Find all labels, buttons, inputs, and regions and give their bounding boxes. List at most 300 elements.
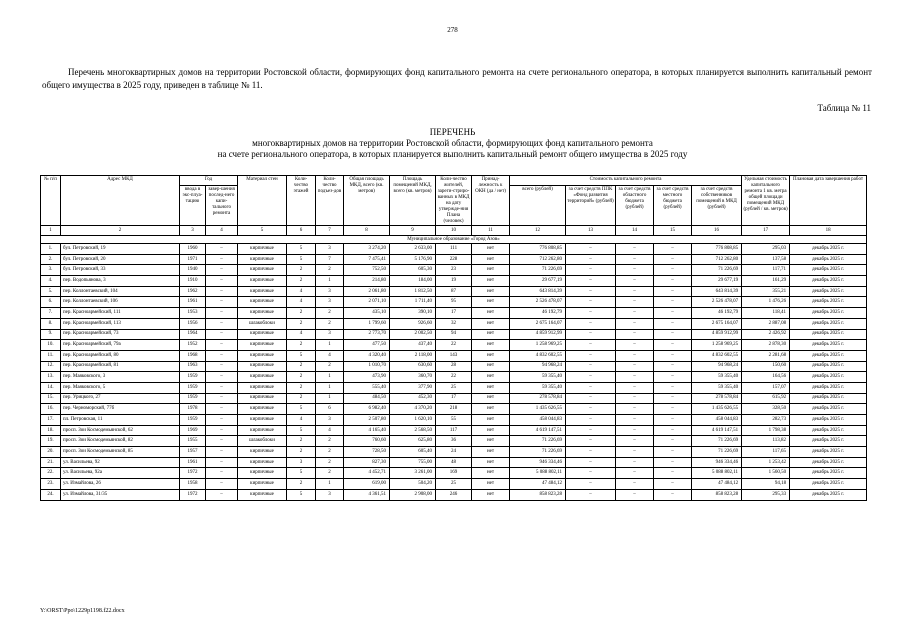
- cell-premises-area: 2 002,50: [390, 329, 436, 340]
- table-row: [41, 361, 867, 372]
- cell-entrances: 3: [316, 489, 344, 500]
- cell-year-commission: 1971: [180, 254, 206, 265]
- cell-cost-total: 946 334,46: [510, 457, 566, 468]
- cell-row-number: 2.: [41, 254, 61, 265]
- table-body: [41, 244, 867, 501]
- cell-cost-local: –: [654, 468, 692, 479]
- cell-cost-total: 5 088 802,11: [510, 468, 566, 479]
- cell-cost-owners: 71 226,69: [692, 265, 742, 276]
- document-title: [0, 127, 905, 160]
- cell-year-overhaul: –: [206, 436, 238, 447]
- cell-residents: 36: [436, 436, 472, 447]
- cell-okn: нет: [472, 457, 510, 468]
- cell-cost-fund: –: [566, 479, 616, 490]
- table-label: Таблица № 11: [817, 103, 871, 113]
- cell-cost-local: –: [654, 350, 692, 361]
- cell-premises-area: 625,80: [390, 436, 436, 447]
- column-number: 11: [472, 226, 510, 236]
- cell-entrances: 6: [316, 404, 344, 415]
- cell-cost-local: –: [654, 286, 692, 297]
- cell-residents: 117: [436, 425, 472, 436]
- cell-cost-fund: –: [566, 393, 616, 404]
- cell-cost-total: 71 226,69: [510, 447, 566, 458]
- cell-floors: 4: [287, 297, 316, 308]
- cell-planned-date: декабрь 2025 г.: [790, 286, 867, 297]
- cell-year-overhaul: –: [206, 297, 238, 308]
- cell-premises-area: 2 633,00: [390, 244, 436, 255]
- cell-floors: 2: [287, 372, 316, 383]
- cell-row-number: 4.: [41, 276, 61, 287]
- cell-okn: нет: [472, 489, 510, 500]
- municipality-heading: Муниципальное образование «Город Азов»: [41, 236, 867, 244]
- table-row: [41, 244, 867, 255]
- cell-year-commission: 1961: [180, 297, 206, 308]
- cell-year-commission: 1955: [180, 436, 206, 447]
- cell-cost-owners: 5 088 802,11: [692, 468, 742, 479]
- cell-premises-area: 2 908,00: [390, 489, 436, 500]
- cell-cost-regional: –: [616, 361, 654, 372]
- cell-planned-date: декабрь 2025 г.: [790, 479, 867, 490]
- municipality-section: [41, 236, 867, 244]
- cell-year-commission: 1959: [180, 393, 206, 404]
- page-number: 278: [447, 26, 458, 34]
- cell-residents: 25: [436, 479, 472, 490]
- cell-entrances: 1: [316, 393, 344, 404]
- col-cost-regional: за счет средств областного бюджета (рублей): [616, 186, 654, 226]
- cell-address: ул. Васильева, 92: [61, 457, 180, 468]
- cell-total-area: 4 361,51: [344, 489, 390, 500]
- cell-year-overhaul: –: [206, 286, 238, 297]
- cell-entrances: 3: [316, 415, 344, 426]
- cell-wall-material: кирпичные: [238, 372, 287, 383]
- cell-year-commission: 1972: [180, 468, 206, 479]
- cell-specific-cost: 2 426,92: [742, 329, 790, 340]
- cell-residents: 22: [436, 372, 472, 383]
- cell-cost-total: 4 619 147,51: [510, 425, 566, 436]
- cell-floors: 5: [287, 468, 316, 479]
- cell-cost-fund: –: [566, 425, 616, 436]
- cell-premises-area: 605,40: [390, 447, 436, 458]
- cell-address: пер. Красноармейский, 111: [61, 308, 180, 319]
- cell-floors: 5: [287, 350, 316, 361]
- col-year-commission: ввода в экс-плуа-тацию: [180, 186, 206, 226]
- cell-cost-regional: –: [616, 318, 654, 329]
- cell-year-overhaul: –: [206, 415, 238, 426]
- col-year-overhaul: завер-шения послед-него капи-тального ремонта: [206, 186, 238, 226]
- cell-year-commission: 1910: [180, 276, 206, 287]
- cell-cost-local: –: [654, 244, 692, 255]
- cell-entrances: 3: [316, 286, 344, 297]
- cell-cost-total: 59 355,40: [510, 382, 566, 393]
- cell-entrances: 2: [316, 457, 344, 468]
- cell-year-commission: 1968: [180, 350, 206, 361]
- cell-cost-owners: 2 675 164,07: [692, 318, 742, 329]
- col-residents: Коли-чество жителей, зареги-стриро-ванных в МКД на дату утвержде-ния Плана (человек): [436, 176, 472, 226]
- cell-cost-owners: 278 578,84: [692, 393, 742, 404]
- cell-wall-material: кирпичные: [238, 489, 287, 500]
- cell-row-number: 21.: [41, 457, 61, 468]
- cell-total-area: 477,50: [344, 340, 390, 351]
- cell-row-number: 23.: [41, 479, 61, 490]
- cell-wall-material: кирпичные: [238, 361, 287, 372]
- cell-okn: нет: [472, 393, 510, 404]
- cell-floors: 2: [287, 447, 316, 458]
- cell-floors: 2: [287, 308, 316, 319]
- cell-year-commission: 1962: [180, 286, 206, 297]
- cell-planned-date: декабрь 2025 г.: [790, 489, 867, 500]
- table-row: [41, 318, 867, 329]
- cell-premises-area: 184,00: [390, 276, 436, 287]
- cell-year-commission: 1960: [180, 244, 206, 255]
- cell-planned-date: декабрь 2025 г.: [790, 436, 867, 447]
- cell-cost-total: 47 484,12: [510, 479, 566, 490]
- cell-okn: нет: [472, 468, 510, 479]
- cell-row-number: 20.: [41, 447, 61, 458]
- cell-floors: 4: [287, 415, 316, 426]
- cell-specific-cost: 355,21: [742, 286, 790, 297]
- cell-residents: 87: [436, 286, 472, 297]
- cell-year-commission: 1959: [180, 415, 206, 426]
- cell-planned-date: декабрь 2025 г.: [790, 340, 867, 351]
- cell-row-number: 13.: [41, 372, 61, 383]
- cell-year-overhaul: –: [206, 329, 238, 340]
- cell-year-commission: 1952: [180, 340, 206, 351]
- cell-row-number: 22.: [41, 468, 61, 479]
- table-row: [41, 350, 867, 361]
- cell-cost-owners: 946 334,46: [692, 457, 742, 468]
- cell-okn: нет: [472, 361, 510, 372]
- cell-entrances: 3: [316, 297, 344, 308]
- cell-specific-cost: 117,71: [742, 265, 790, 276]
- cell-specific-cost: 615,92: [742, 393, 790, 404]
- cell-cost-local: –: [654, 340, 692, 351]
- cell-total-area: 484,50: [344, 393, 390, 404]
- cell-address: пер. Маяковского, 3: [61, 372, 180, 383]
- cell-residents: 28: [436, 361, 472, 372]
- cell-residents: 19: [436, 276, 472, 287]
- cell-cost-fund: –: [566, 436, 616, 447]
- cell-cost-total: 1 435 626,55: [510, 404, 566, 415]
- table-row: [41, 393, 867, 404]
- cell-entrances: 2: [316, 468, 344, 479]
- cell-planned-date: декабрь 2025 г.: [790, 372, 867, 383]
- col-cost-group: Стоимость капитального ремонта: [510, 176, 742, 186]
- cell-wall-material: кирпичные: [238, 425, 287, 436]
- col-year: Год: [180, 176, 238, 186]
- cell-okn: нет: [472, 265, 510, 276]
- cell-wall-material: кирпичные: [238, 393, 287, 404]
- cell-cost-regional: –: [616, 340, 654, 351]
- cell-cost-owners: 1 258 969,25: [692, 340, 742, 351]
- cell-row-number: 16.: [41, 404, 61, 415]
- cell-floors: 2: [287, 479, 316, 490]
- cell-year-commission: 1978: [180, 404, 206, 415]
- cell-row-number: 14.: [41, 382, 61, 393]
- cell-cost-regional: –: [616, 489, 654, 500]
- col-cost-total: всего (рублей): [510, 186, 566, 226]
- cell-cost-owners: 4 832 602,55: [692, 350, 742, 361]
- cell-planned-date: декабрь 2025 г.: [790, 297, 867, 308]
- cell-cost-owners: 2 526 478,07: [692, 297, 742, 308]
- cell-cost-local: –: [654, 276, 692, 287]
- table-row: [41, 372, 867, 383]
- cell-entrances: 2: [316, 361, 344, 372]
- cell-cost-total: 4 859 912,99: [510, 329, 566, 340]
- col-cost-owners: за счет средств собственников помещений в МКД (рублей): [692, 186, 742, 226]
- column-number: 16: [692, 226, 742, 236]
- cell-entrances: 4: [316, 425, 344, 436]
- cell-cost-local: –: [654, 489, 692, 500]
- cell-specific-cost: 295,33: [742, 489, 790, 500]
- col-entrances: Коли-чество подъез-дов: [316, 176, 344, 226]
- cell-year-overhaul: –: [206, 489, 238, 500]
- cell-row-number: 19.: [41, 436, 61, 447]
- cell-address: пл. Петровская, 11: [61, 415, 180, 426]
- cell-okn: нет: [472, 372, 510, 383]
- cell-specific-cost: 118,41: [742, 308, 790, 319]
- cell-premises-area: 4 370,20: [390, 404, 436, 415]
- cell-planned-date: декабрь 2025 г.: [790, 404, 867, 415]
- cell-cost-regional: –: [616, 286, 654, 297]
- cell-wall-material: шлакоблоки: [238, 318, 287, 329]
- col-premises-area: Площадь помещений МКД, всего (кв. метров): [390, 176, 436, 226]
- cell-year-overhaul: –: [206, 468, 238, 479]
- cell-okn: нет: [472, 350, 510, 361]
- cell-wall-material: кирпичные: [238, 329, 287, 340]
- cell-cost-total: 458 044,83: [510, 415, 566, 426]
- cell-wall-material: кирпичные: [238, 276, 287, 287]
- cell-entrances: 3: [316, 329, 344, 340]
- cell-address: пер. Водопьянова, 3: [61, 276, 180, 287]
- cell-cost-fund: –: [566, 350, 616, 361]
- cell-cost-owners: 46 192,79: [692, 308, 742, 319]
- cell-cost-local: –: [654, 329, 692, 340]
- column-number: 10: [436, 226, 472, 236]
- cell-year-overhaul: –: [206, 361, 238, 372]
- cell-okn: нет: [472, 276, 510, 287]
- cell-cost-owners: 29 677,19: [692, 276, 742, 287]
- cell-specific-cost: 1 476,26: [742, 297, 790, 308]
- cell-row-number: 5.: [41, 286, 61, 297]
- table-header: [41, 176, 867, 226]
- cell-cost-total: 1 258 969,25: [510, 340, 566, 351]
- cell-year-commission: 1959: [180, 382, 206, 393]
- cell-cost-fund: –: [566, 286, 616, 297]
- cell-planned-date: декабрь 2025 г.: [790, 254, 867, 265]
- cell-cost-total: 712 262,80: [510, 254, 566, 265]
- column-number: 14: [616, 226, 654, 236]
- cell-okn: нет: [472, 318, 510, 329]
- cell-year-overhaul: –: [206, 244, 238, 255]
- column-number: 4: [206, 226, 238, 236]
- cell-cost-fund: –: [566, 404, 616, 415]
- cell-cost-regional: –: [616, 244, 654, 255]
- cell-cost-regional: –: [616, 415, 654, 426]
- cell-cost-total: 643 814,39: [510, 286, 566, 297]
- cell-entrances: 1: [316, 276, 344, 287]
- cell-total-area: 760,60: [344, 436, 390, 447]
- cell-cost-regional: –: [616, 329, 654, 340]
- title-line-3: на счете регионального оператора, в которых планируется выполнить капитальный ремонт общего имущества в 2025 году: [217, 149, 688, 159]
- cell-address: бул. Петровский, 19: [61, 244, 180, 255]
- cell-floors: 5: [287, 425, 316, 436]
- column-number: 6: [287, 226, 316, 236]
- column-number: 3: [180, 226, 206, 236]
- cell-okn: нет: [472, 382, 510, 393]
- cell-year-commission: 1940: [180, 265, 206, 276]
- cell-floors: 4: [287, 286, 316, 297]
- cell-cost-fund: –: [566, 489, 616, 500]
- column-number: 18: [790, 226, 867, 236]
- cell-floors: 2: [287, 361, 316, 372]
- cell-premises-area: 437,40: [390, 340, 436, 351]
- cell-specific-cost: 2 878,30: [742, 340, 790, 351]
- cell-cost-local: –: [654, 425, 692, 436]
- cell-cost-owners: 71 226,69: [692, 436, 742, 447]
- table-row: [41, 254, 867, 265]
- cell-wall-material: кирпичные: [238, 286, 287, 297]
- cell-address: пер. Коллонтаевский, 106: [61, 297, 180, 308]
- cell-cost-owners: 4 619 147,51: [692, 425, 742, 436]
- cell-cost-fund: –: [566, 340, 616, 351]
- table-row: [41, 468, 867, 479]
- cell-planned-date: декабрь 2025 г.: [790, 361, 867, 372]
- cell-floors: 2: [287, 340, 316, 351]
- cell-residents: 17: [436, 393, 472, 404]
- cell-premises-area: 360,70: [390, 372, 436, 383]
- cell-cost-regional: –: [616, 457, 654, 468]
- cell-wall-material: кирпичные: [238, 415, 287, 426]
- cell-planned-date: декабрь 2025 г.: [790, 468, 867, 479]
- table-row: [41, 382, 867, 393]
- cell-cost-owners: 94 968,24: [692, 361, 742, 372]
- cell-wall-material: кирпичные: [238, 340, 287, 351]
- intro-paragraph: Перечень многоквартирных домов на территории Ростовской области, формирующих фонд капитального ремонта на счете регионального оператора, в которых планируется выполнить капитальный ремонт общего имущества в 2025 году, приведен в таблице № 11.: [42, 67, 872, 90]
- cell-premises-area: 504,20: [390, 479, 436, 490]
- cell-floors: 2: [287, 265, 316, 276]
- table-row: [41, 457, 867, 468]
- cell-total-area: 435,10: [344, 308, 390, 319]
- cell-cost-regional: –: [616, 372, 654, 383]
- cell-cost-owners: 47 484,12: [692, 479, 742, 490]
- cell-premises-area: 755,00: [390, 457, 436, 468]
- cell-premises-area: 1 620,10: [390, 415, 436, 426]
- cell-entrances: 1: [316, 382, 344, 393]
- cell-year-overhaul: –: [206, 425, 238, 436]
- cell-address: ул. Измайлова, 26: [61, 479, 180, 490]
- cell-year-overhaul: –: [206, 350, 238, 361]
- cell-floors: 2: [287, 382, 316, 393]
- cell-cost-regional: –: [616, 254, 654, 265]
- cell-okn: нет: [472, 244, 510, 255]
- cell-planned-date: декабрь 2025 г.: [790, 276, 867, 287]
- cell-premises-area: 1 812,50: [390, 286, 436, 297]
- cell-cost-regional: –: [616, 350, 654, 361]
- cell-cost-local: –: [654, 393, 692, 404]
- cell-cost-local: –: [654, 415, 692, 426]
- cell-entrances: 2: [316, 436, 344, 447]
- table-row: [41, 340, 867, 351]
- cell-specific-cost: 2 887,08: [742, 318, 790, 329]
- column-number: 9: [390, 226, 436, 236]
- cell-address: пер. Маяковского, 5: [61, 382, 180, 393]
- cell-total-area: 2 773,70: [344, 329, 390, 340]
- cell-year-commission: 1969: [180, 425, 206, 436]
- table-row: [41, 489, 867, 500]
- cell-premises-area: 377,90: [390, 382, 436, 393]
- cell-cost-local: –: [654, 404, 692, 415]
- cell-year-overhaul: –: [206, 447, 238, 458]
- cell-year-overhaul: –: [206, 404, 238, 415]
- cell-cost-regional: –: [616, 479, 654, 490]
- cell-okn: нет: [472, 297, 510, 308]
- cell-address: пер. Красноармейский, 79а: [61, 340, 180, 351]
- cell-floors: 2: [287, 436, 316, 447]
- cell-cost-fund: –: [566, 276, 616, 287]
- cell-specific-cost: 157,07: [742, 382, 790, 393]
- cell-cost-regional: –: [616, 393, 654, 404]
- cell-planned-date: декабрь 2025 г.: [790, 425, 867, 436]
- cell-floors: 2: [287, 276, 316, 287]
- cell-cost-fund: –: [566, 361, 616, 372]
- cell-residents: 32: [436, 318, 472, 329]
- table-row: [41, 415, 867, 426]
- cell-cost-owners: 776 808,85: [692, 244, 742, 255]
- cell-okn: нет: [472, 436, 510, 447]
- cell-total-area: 4 452,71: [344, 468, 390, 479]
- cell-address: пер. Черноморский, 77б: [61, 404, 180, 415]
- cell-residents: 25: [436, 382, 472, 393]
- cell-address: бул. Петровский, 20: [61, 254, 180, 265]
- cell-premises-area: 3 261,00: [390, 468, 436, 479]
- cell-planned-date: декабрь 2025 г.: [790, 308, 867, 319]
- cell-wall-material: кирпичные: [238, 447, 287, 458]
- cell-cost-regional: –: [616, 382, 654, 393]
- cell-year-commission: 1961: [180, 457, 206, 468]
- cell-wall-material: шлакоблоки: [238, 436, 287, 447]
- cell-address: просп. Зои Космодемьянской, 82: [61, 436, 180, 447]
- cell-wall-material: кирпичные: [238, 244, 287, 255]
- cell-row-number: 24.: [41, 489, 61, 500]
- cell-cost-total: 71 226,69: [510, 436, 566, 447]
- cell-cost-owners: 1 435 626,55: [692, 404, 742, 415]
- cell-year-overhaul: –: [206, 308, 238, 319]
- cell-cost-owners: 712 262,80: [692, 254, 742, 265]
- cell-residents: 17: [436, 308, 472, 319]
- cell-row-number: 6.: [41, 297, 61, 308]
- cell-year-overhaul: –: [206, 382, 238, 393]
- cell-year-overhaul: –: [206, 457, 238, 468]
- cell-planned-date: декабрь 2025 г.: [790, 447, 867, 458]
- cell-entrances: 1: [316, 479, 344, 490]
- cell-wall-material: кирпичные: [238, 297, 287, 308]
- cell-cost-total: 858 823,28: [510, 489, 566, 500]
- cell-cost-fund: –: [566, 415, 616, 426]
- cell-floors: 5: [287, 254, 316, 265]
- cell-cost-regional: –: [616, 425, 654, 436]
- cell-year-overhaul: –: [206, 276, 238, 287]
- col-planned-date: Плановая дата завершения работ: [790, 176, 867, 226]
- cell-total-area: 6 982,40: [344, 404, 390, 415]
- cell-cost-fund: –: [566, 382, 616, 393]
- cell-total-area: 2 061,80: [344, 286, 390, 297]
- cell-row-number: 17.: [41, 415, 61, 426]
- cell-okn: нет: [472, 425, 510, 436]
- cell-residents: 111: [436, 244, 472, 255]
- table-row: [41, 297, 867, 308]
- cell-cost-regional: –: [616, 276, 654, 287]
- col-cost-local: за счет средств местного бюджета (рублей): [654, 186, 692, 226]
